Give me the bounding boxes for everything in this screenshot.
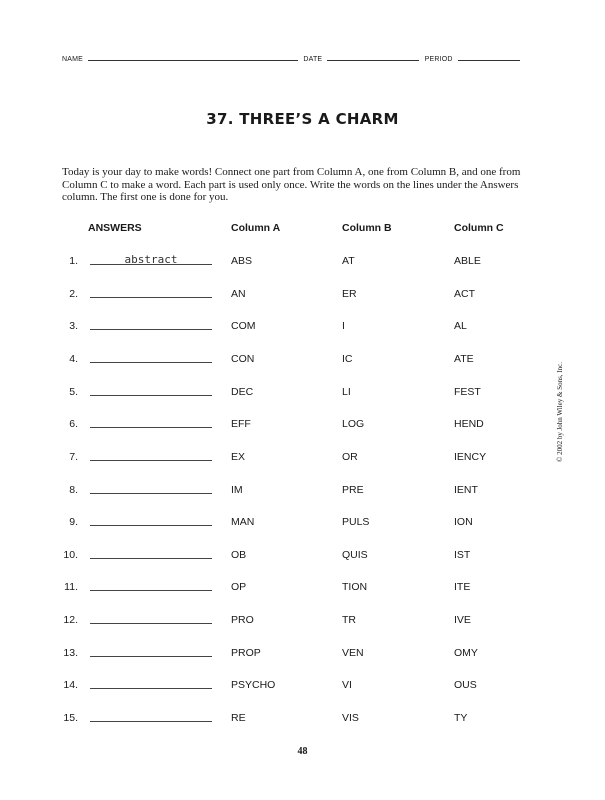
column-b-header: Column B (342, 222, 392, 234)
column-a-part: OB (231, 548, 247, 561)
answer-line[interactable] (90, 383, 212, 396)
column-c-part: HEND (454, 418, 484, 431)
column-c-part: TY (454, 712, 468, 724)
column-a-part: IM (231, 483, 243, 496)
answer-line[interactable] (90, 578, 212, 591)
row-number: 13. (63, 646, 78, 659)
column-b-part: TION (342, 581, 368, 594)
page-number: 48 (297, 746, 308, 757)
row-number: 10. (63, 548, 78, 561)
column-c-part: IENT (454, 483, 478, 496)
column-b-part: VI (342, 679, 352, 692)
answer-line[interactable] (90, 611, 212, 624)
column-c-part: IENCY (454, 450, 487, 463)
row-number: 11. (64, 581, 78, 594)
table-row (0, 549, 605, 569)
row-number: 5. (69, 385, 78, 398)
column-a-part: CON (231, 352, 255, 365)
date-label: DATE (303, 56, 323, 63)
answer-line[interactable] (90, 415, 212, 428)
answer-line[interactable] (90, 481, 212, 494)
answer-line[interactable] (90, 676, 212, 689)
column-b-part: TR (342, 614, 356, 627)
period-field[interactable] (458, 54, 520, 61)
row-number: 3. (69, 320, 78, 333)
column-c-header: Column C (454, 222, 504, 234)
table-row (0, 484, 605, 504)
column-b-part: VIS (342, 712, 359, 724)
column-b-part: VEN (342, 646, 364, 659)
answer-line[interactable] (90, 546, 212, 559)
row-number: 12. (63, 614, 78, 627)
column-b-part: ER (342, 287, 357, 300)
column-c-part: ATE (454, 352, 474, 365)
column-c-part: OUS (454, 679, 477, 692)
column-c-part: IST (454, 548, 471, 561)
column-a-part: COM (231, 320, 256, 333)
column-b-part: I (342, 320, 345, 333)
column-a-header: Column A (231, 222, 281, 234)
column-a-part: ABS (231, 255, 253, 267)
answer-line[interactable] (90, 252, 212, 265)
answer-text: abstract (124, 253, 178, 266)
column-c-part: ABLE (454, 255, 481, 267)
column-b-part: AT (342, 255, 355, 267)
column-c-part: ACT (454, 287, 475, 300)
column-a-part: OP (231, 581, 247, 594)
table-row (0, 516, 605, 536)
table-row (0, 712, 605, 732)
column-a-part: PROP (231, 646, 261, 659)
table-row (0, 255, 605, 275)
table-row (0, 353, 605, 373)
answer-line[interactable] (90, 317, 212, 330)
column-b-part: LI (342, 385, 351, 398)
row-number: 15. (63, 712, 78, 724)
answer-line[interactable] (90, 513, 212, 526)
column-c-part: ITE (454, 581, 471, 594)
table-row (0, 386, 605, 406)
column-a-part: RE (231, 712, 246, 724)
row-number: 14. (63, 679, 78, 692)
column-b-part: LOG (342, 418, 365, 431)
table-row (0, 614, 605, 634)
column-c-part: OMY (454, 646, 478, 659)
column-b-part: PRE (342, 483, 364, 496)
answer-line[interactable] (90, 644, 212, 657)
answer-line[interactable] (90, 285, 212, 298)
column-c-part: FEST (454, 385, 481, 398)
answers-column-header: ANSWERS (88, 222, 142, 234)
row-number: 9. (69, 516, 78, 529)
period-label: PERIOD (424, 56, 453, 63)
student-info-header (62, 54, 532, 63)
answer-line[interactable] (90, 448, 212, 461)
copyright-notice: © 2002 by John Wiley & Sons, Inc. (556, 362, 564, 462)
column-a-part: DEC (231, 385, 254, 398)
answer-line[interactable] (90, 709, 212, 722)
column-b-part: PULS (342, 516, 370, 529)
table-row (0, 288, 605, 308)
row-number: 1. (69, 255, 78, 267)
name-field[interactable] (88, 54, 298, 61)
column-a-part: EFF (231, 418, 251, 431)
column-a-part: EX (231, 450, 246, 463)
table-row (0, 647, 605, 667)
row-number: 8. (69, 483, 78, 496)
column-b-part: QUIS (342, 548, 368, 561)
column-c-part: IVE (454, 614, 471, 627)
row-number: 4. (69, 352, 78, 365)
instructions: Today is your day to make words! Connect one part from Column A, one from Column B, and one from Column C to make a word. Each part is used only once. Write the words on the lines under the Answers column. The first one is done for you. (62, 166, 521, 203)
column-a-part: MAN (231, 516, 255, 529)
worksheet-title: 37. THREE’S A CHARM (206, 110, 399, 128)
row-number: 7. (69, 450, 78, 463)
row-number: 6. (69, 418, 78, 431)
column-c-part: ION (454, 516, 473, 529)
column-b-part: IC (342, 352, 353, 365)
column-b-part: OR (342, 450, 358, 463)
column-c-part: AL (454, 320, 467, 333)
date-field[interactable] (327, 54, 419, 61)
column-a-part: PSYCHO (231, 679, 276, 692)
table-row (0, 581, 605, 601)
row-number: 2. (69, 287, 78, 300)
column-a-part: PRO (231, 614, 254, 627)
answer-line[interactable] (90, 350, 212, 363)
table-row (0, 451, 605, 471)
column-a-part: AN (231, 287, 246, 300)
name-label: NAME (62, 56, 84, 63)
table-row (0, 679, 605, 699)
table-row (0, 320, 605, 340)
table-row (0, 418, 605, 438)
